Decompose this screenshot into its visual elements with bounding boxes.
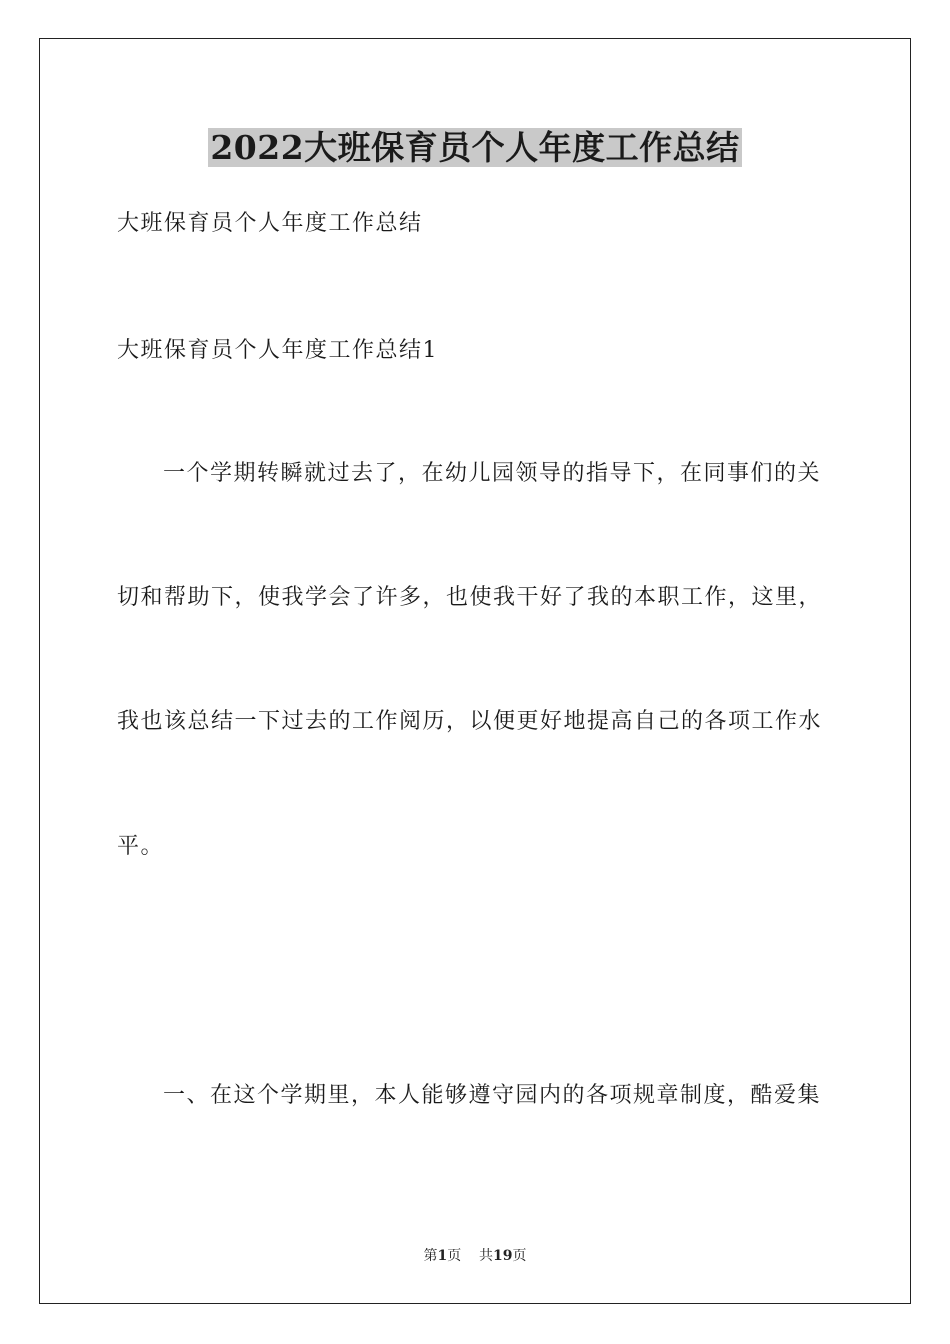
paragraph-1-line-3: 我也该总结一下过去的工作阅历，以便更好地提高自己的各项工作水 xyxy=(117,709,823,734)
footer-page-number: 1 xyxy=(437,1248,448,1264)
footer-total-pages: 19 xyxy=(493,1248,513,1264)
footer-page-suffix: 页 xyxy=(447,1248,462,1264)
paragraph-1-line-1: 一个学期转瞬就过去了，在幼儿园领导的指导下，在同事们的关 xyxy=(163,461,822,486)
document-title xyxy=(0,128,950,168)
footer-total-prefix: 共 xyxy=(479,1248,494,1264)
document-subtitle: 大班保育员个人年度工作总结 xyxy=(117,211,423,236)
footer-page-prefix: 第 xyxy=(423,1248,438,1264)
paragraph-1-line-2: 切和帮助下，使我学会了许多，也使我干好了我的本职工作，这里， xyxy=(117,585,823,610)
section-heading: 大班保育员个人年度工作总结1 xyxy=(117,338,438,363)
paragraph-2-line-1: 一、在这个学期里，本人能够遵守园内的各项规章制度，酷爱集 xyxy=(163,1083,822,1108)
paragraph-1-line-4: 平。 xyxy=(117,834,165,859)
document-title-text: 2022大班保育员个人年度工作总结 xyxy=(210,128,740,167)
page-footer xyxy=(0,1247,950,1265)
footer-total-suffix: 页 xyxy=(512,1248,527,1264)
